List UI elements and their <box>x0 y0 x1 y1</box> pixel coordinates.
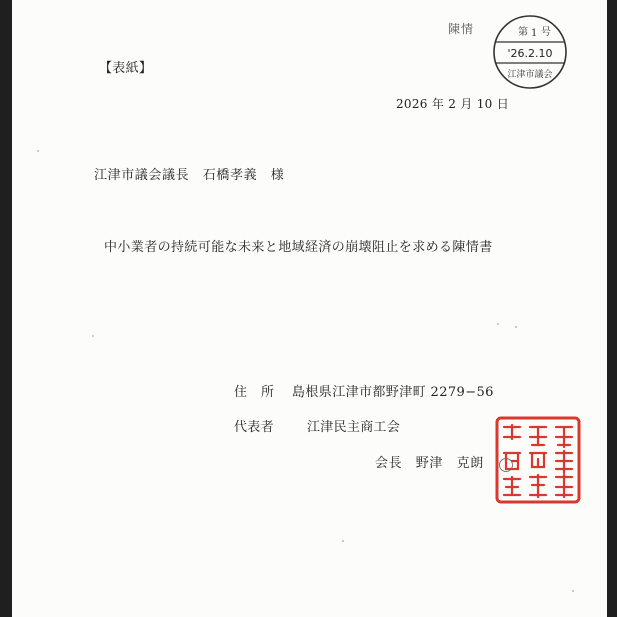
received-stamp-bottom: 江津市議会 <box>507 70 553 80</box>
representative-org: 江津民主商工会 <box>307 420 401 435</box>
document-date: 2026 年 2 月 10 日 <box>396 97 510 111</box>
scan-speck <box>37 150 39 152</box>
scan-speck <box>572 590 574 592</box>
document-title: 中小業者の持続可能な未来と地域経済の崩壊阻止を求める陳情書 <box>104 240 493 255</box>
received-stamp <box>491 13 569 91</box>
organization-seal <box>494 415 582 505</box>
document-page <box>12 0 607 617</box>
scan-speck <box>342 540 344 542</box>
scan-speck <box>497 323 499 325</box>
received-stamp-suffix: 号 <box>541 27 551 38</box>
received-stamp-number: 1 <box>531 28 538 39</box>
chair-name-line: 会長 野津 克朗 <box>375 456 484 471</box>
received-stamp-date: '26.2.10 <box>507 47 553 60</box>
cover-label: 【表紙】 <box>99 61 153 76</box>
scan-speck <box>92 335 94 337</box>
scan-speck <box>515 326 517 328</box>
address-value: 島根県江津市都野津町 2279−56 <box>292 385 494 400</box>
handwritten-note: 陳情 <box>448 22 475 36</box>
representative-label: 代表者 <box>234 420 274 435</box>
addressee-line: 江津市議会議長 石橋孝義 様 <box>94 168 285 183</box>
address-label: 住 所 <box>234 385 275 400</box>
received-stamp-top: 第 <box>518 27 528 38</box>
